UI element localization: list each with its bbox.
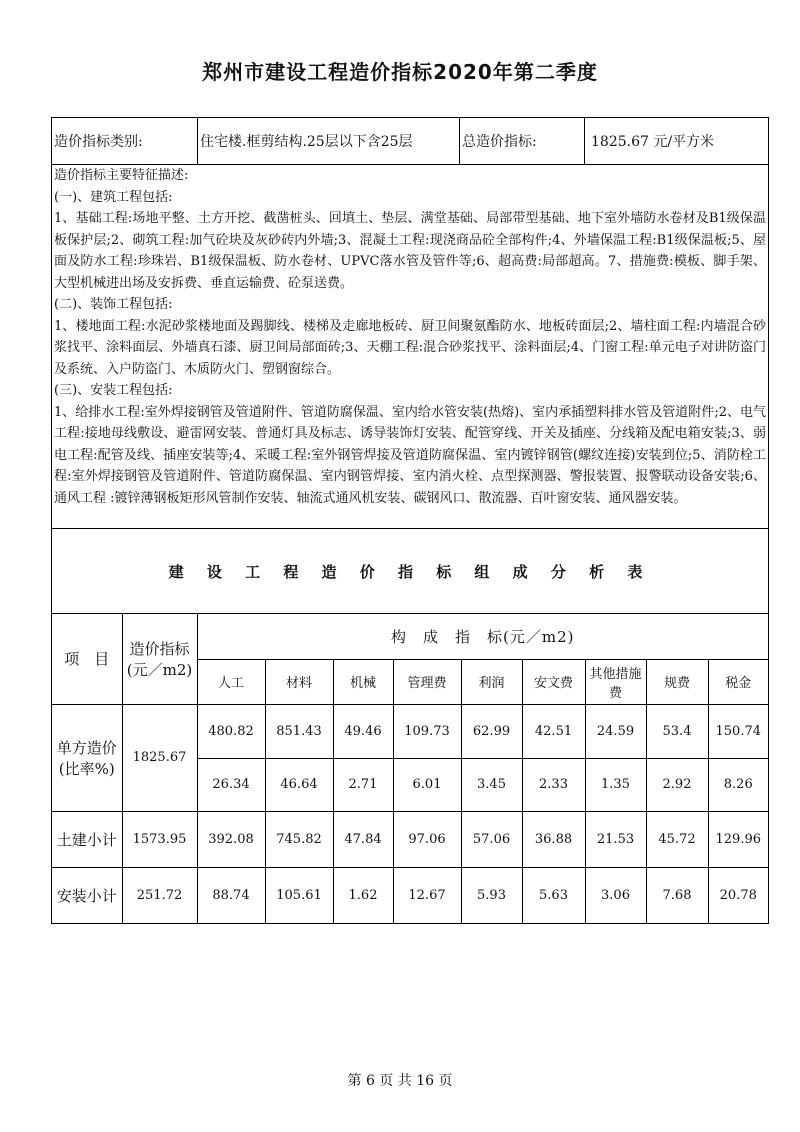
unit-cost-label: 单方造价(比率%) <box>52 704 122 811</box>
feature-description <box>52 165 768 529</box>
cost-index-sheet <box>51 117 769 924</box>
total-label: 总造价指标: <box>460 118 585 164</box>
table-cell: 3.06 <box>585 867 646 923</box>
column-header: 规费 <box>646 659 708 704</box>
civil-subtotal-index: 1573.95 <box>122 811 197 867</box>
ratio-cell: 1.35 <box>585 758 646 811</box>
page-number: 第 6 页 共 16 页 <box>347 1073 453 1089</box>
category-label: 造价指标类别: <box>52 118 198 164</box>
table-cell: 1.62 <box>333 867 393 923</box>
analysis-table-title: 建 设 工 程 造 价 指 标 组 成 分 析 表 <box>52 529 768 614</box>
column-header: 其他措施费 <box>585 659 646 704</box>
table-cell: 57.06 <box>461 811 522 867</box>
ratio-cell: 8.26 <box>708 758 768 811</box>
table-cell: 45.72 <box>646 811 708 867</box>
category-value: 住宅楼.框剪结构.25层以下含25层 <box>198 118 460 164</box>
composition-table <box>52 614 768 923</box>
item-header: 项 目 <box>52 614 122 704</box>
table-cell: 62.99 <box>461 704 522 758</box>
ratio-cell: 26.34 <box>197 758 265 811</box>
table-cell: 88.74 <box>197 867 265 923</box>
table-cell: 21.53 <box>585 811 646 867</box>
table-cell: 47.84 <box>333 811 393 867</box>
section-body-decoration: 1、楼地面工程:水泥砂浆楼地面及踢脚线、楼梯及走廊地板砖、厨卫间聚氨酯防水、地板砖面层;2、墙柱面工程:内墙混合砂浆找平、涂料面层、外墙真石漆、厨卫间局部面砖;3、天棚工程:混合砂浆找平、涂料面层;4、门窗工程:单元电子对讲防盗门及系统、入户防盗门、木质防火门、塑钢窗综合。 <box>54 318 766 377</box>
civil-subtotal-label: 土建小计 <box>52 811 122 867</box>
column-header: 机械 <box>333 659 393 704</box>
unit-cost-index: 1825.67 <box>122 704 197 811</box>
column-header: 税金 <box>708 659 768 704</box>
table-cell: 745.82 <box>265 811 333 867</box>
total-value: 1825.67 元/平方米 <box>591 134 715 150</box>
table-cell: 53.4 <box>646 704 708 758</box>
table-cell: 150.74 <box>708 704 768 758</box>
table-cell: 20.78 <box>708 867 768 923</box>
table-cell: 392.08 <box>197 811 265 867</box>
index-header: 造价指标(元／m2) <box>122 614 197 704</box>
column-header: 利润 <box>461 659 522 704</box>
description-heading: 造价指标主要特征描述: <box>54 168 189 183</box>
section-title-decoration: (二)、装饰工程包括: <box>54 297 173 312</box>
table-cell: 5.93 <box>461 867 522 923</box>
install-subtotal-index: 251.72 <box>122 867 197 923</box>
table-cell: 49.46 <box>333 704 393 758</box>
column-header: 安文费 <box>522 659 585 704</box>
ratio-cell: 6.01 <box>393 758 461 811</box>
table-cell: 105.61 <box>265 867 333 923</box>
composition-header: 构 成 指 标(元／m2) <box>197 614 768 659</box>
ratio-cell: 3.45 <box>461 758 522 811</box>
table-cell: 109.73 <box>393 704 461 758</box>
column-header: 管理费 <box>393 659 461 704</box>
ratio-cell: 2.92 <box>646 758 708 811</box>
section-title-building: (一)、建筑工程包括: <box>54 189 173 205</box>
table-cell: 24.59 <box>585 704 646 758</box>
section-body-building: 1、基础工程:场地平整、土方开挖、截凿桩头、回填土、垫层、满堂基础、局部带型基础、地下室外墙防水卷材及B1级保温板保护层;2、砌筑工程:加气砼块及灰砂砖内外墙;3、混凝土工程:现浇商品砼全部构件;4、外墙保温工程:B1级保温板;5、屋面及防水工程:珍珠岩、B1级保温板、防水卷材、UPVC落水管及管件等;6、超高费:局部超高。7、措施费:模板、脚手架、大型机械进出场及安拆费、垂直运输费、砼泵送费。 <box>54 211 766 291</box>
table-cell: 7.68 <box>646 867 708 923</box>
install-subtotal-label: 安装小计 <box>52 867 122 923</box>
page-title: 郑州市建设工程造价指标2020年第二季度 <box>202 60 598 84</box>
section-body-installation: 1、给排水工程:室外焊接钢管及管道附件、管道防腐保温、室内给水管安装(热熔)、室内承插塑料排水管及管道附件;2、电气工程:接地母线敷设、避雷网安装、普通灯具及标志、诱导装饰灯安装、配管穿线、开关及插座、分线箱及配电箱安装;3、弱电工程:配管及线、插座安装等;4、采暖工程:室外钢管焊接及管道防腐保温、室内镀锌钢管(螺纹连接)安装到位;5、消防栓工程:室外焊接钢管及管道附件、管道防腐保温、室内钢管焊接、室内消火栓、点型探测器、警报装置、报警联动设备安装;6、通风工程 :镀锌薄钢板矩形风管制作安装、轴流式通风机安装、碳钢风口、散流器、百叶窗安装、通风器安装。 <box>54 404 766 506</box>
ratio-cell: 46.64 <box>265 758 333 811</box>
ratio-cell: 2.33 <box>522 758 585 811</box>
column-header: 人工 <box>197 659 265 704</box>
table-cell: 12.67 <box>393 867 461 923</box>
table-cell: 97.06 <box>393 811 461 867</box>
ratio-cell: 2.71 <box>333 758 393 811</box>
table-cell: 36.88 <box>522 811 585 867</box>
table-cell: 129.96 <box>708 811 768 867</box>
column-header: 材料 <box>265 659 333 704</box>
section-title-installation: (三)、安装工程包括: <box>54 383 173 398</box>
table-cell: 851.43 <box>265 704 333 758</box>
table-cell: 42.51 <box>522 704 585 758</box>
table-cell: 480.82 <box>197 704 265 758</box>
header-row <box>52 118 768 165</box>
table-cell: 5.63 <box>522 867 585 923</box>
